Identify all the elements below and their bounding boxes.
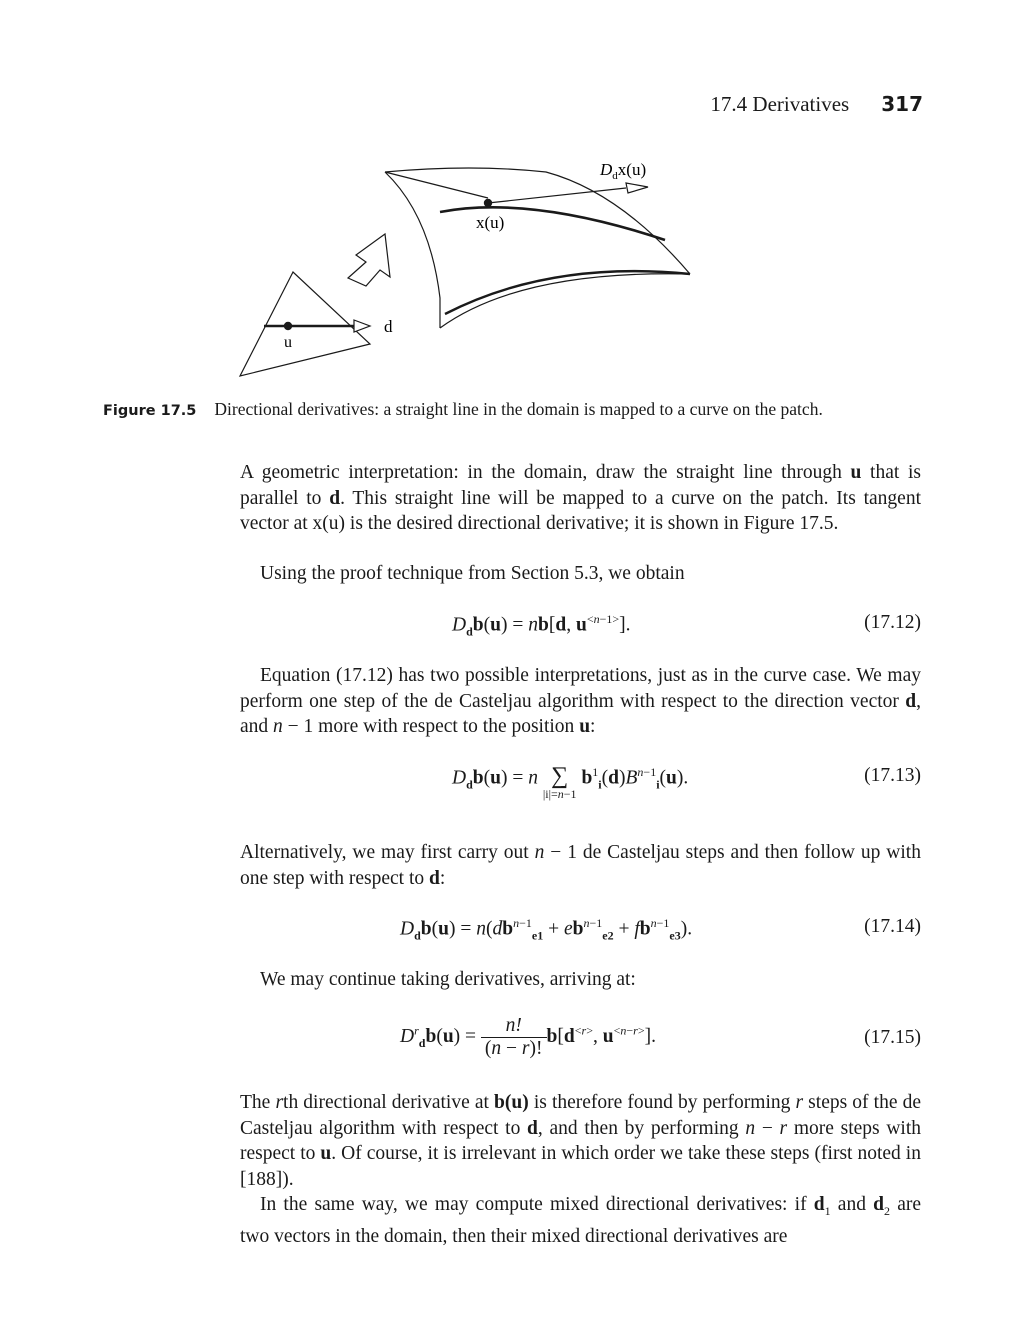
equation-17-14: $D_db(u) = n(db^{n-1}_{e1} + eb^{n-1}_{e2} + fb^{n-1}_{e3})$. (17.14) (400, 916, 921, 943)
equation-number: (17.14) (864, 916, 921, 937)
paragraph-3: Equation (17.12) has two possible interpretations, just as in the curve case. We may perform one step of the de Casteljau algorithm with respect to the direction vector d, and n − 1 more with respect to the position u: (240, 665, 921, 737)
directional-derivative-figure (230, 150, 710, 385)
patch-curve (440, 207, 665, 240)
direction-arrowhead (354, 320, 370, 332)
domain-triangle (240, 272, 370, 376)
section-title: 17.4 Derivatives (710, 92, 850, 116)
patch-outline (385, 168, 690, 328)
paragraph-5: We may continue taking derivatives, arriving at: (260, 969, 636, 990)
figure-caption (103, 399, 933, 420)
paragraph-6: The rth directional derivative at b(u) is therefore found by performing r steps of the de Casteljau algorithm with respect to d, and then by performing n − r more steps with respect to u. Of course, it is irrelevant in which order we take these steps (first noted in [188]). (240, 1092, 922, 1190)
label-dx: $D_dx(u)$ (600, 160, 647, 182)
caption-label: Figure 17.5 (103, 403, 197, 419)
label-d: d (384, 317, 393, 336)
caption-text: Directional derivatives: a straight line in the domain is mapped to a curve on the patch. (214, 399, 823, 419)
page-number: 317 (881, 92, 923, 116)
tangent-vector (488, 188, 626, 203)
equation-17-13: $D_db(u) = n$ ∑ |i|=n−1 $b^1_i(d)B^{n-1}_i(u)$. (17.13) (452, 763, 921, 801)
equation-17-15: $D^r_db(u)$ = $\frac{n!}{(n - r)!}$ $b[d^{<r>}$, $u^{<n-r>}$]. (17.15) (400, 1015, 921, 1059)
label-xu: x(u) (476, 213, 505, 232)
running-header (710, 92, 923, 117)
paragraph-2: Using the proof technique from Section 5.3, we obtain (260, 563, 685, 584)
equation-number: (17.13) (864, 765, 921, 786)
tangent-arrowhead (626, 183, 648, 193)
equation-number: (17.12) (864, 612, 921, 633)
patch-lower-curve (445, 271, 690, 314)
paragraph-1: A geometric interpretation: in the domain, draw the straight line through u that is parallel to d. This straight line will be mapped to a curve on the patch. Its tangent vector at x(u) is the desired directional derivative; it is shown in Figure 17.5. (240, 462, 921, 534)
paragraph-7: In the same way, we may compute mixed directional derivatives: if $d_1$ and $d_2$ are two vectors in the domain, then their mixed directional derivatives are (240, 1194, 921, 1248)
equation-17-12: $D_db(u) = nb[d$, $u^{<n-1>}$]. (17.12) (452, 612, 921, 639)
equation-number: (17.15) (864, 1027, 921, 1048)
domain-point-u (284, 322, 292, 330)
patch-point-xu (484, 199, 492, 207)
paragraph-4: Alternatively, we may first carry out n − 1 de Casteljau steps and then follow up with one step with respect to d: (240, 842, 921, 889)
label-u: u (284, 334, 292, 351)
mapping-arrow (348, 234, 390, 286)
